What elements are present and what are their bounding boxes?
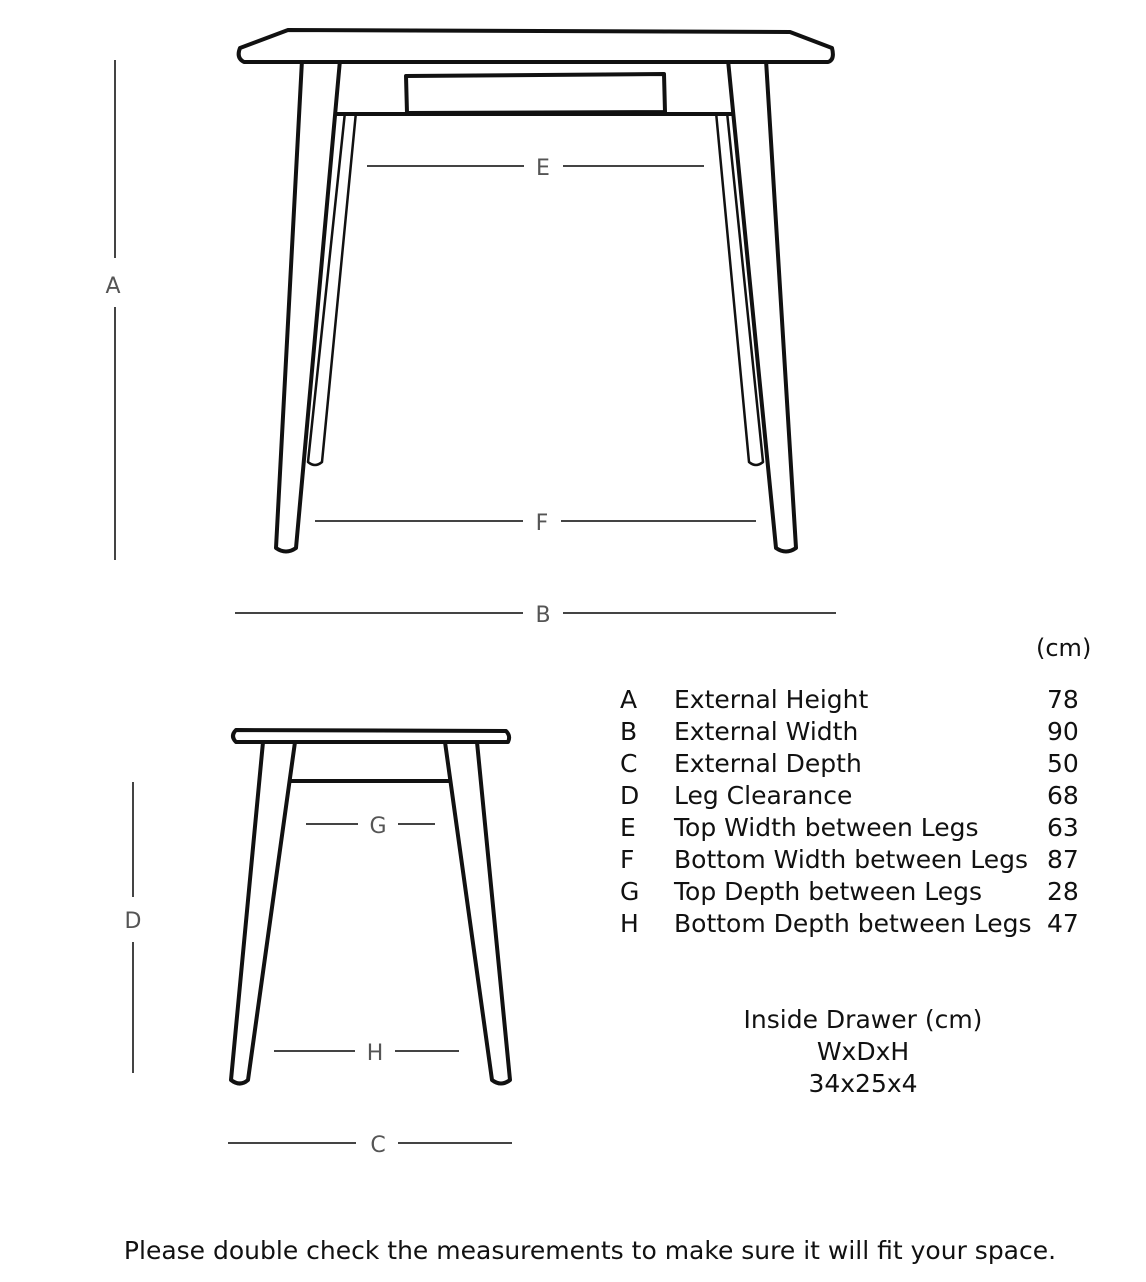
spec-name: Bottom Width between Legs — [674, 845, 1029, 874]
spec-letter: B — [620, 717, 638, 746]
spec-name: Top Width between Legs — [674, 813, 979, 842]
spec-letter: A — [620, 685, 638, 714]
front-view-tabletop — [239, 30, 833, 62]
dimension-f-label: F — [535, 511, 549, 536]
spec-name: Bottom Depth between Legs — [674, 909, 1032, 938]
drawer-title: Inside Drawer (cm) — [743, 1005, 983, 1034]
spec-name: Leg Clearance — [674, 781, 853, 810]
drawer-format: WxDxH — [816, 1037, 910, 1066]
side-view-leg-left — [231, 742, 295, 1084]
dimension-c-label: C — [370, 1133, 386, 1158]
spec-row — [620, 812, 1087, 844]
side-view-table — [231, 730, 510, 1084]
side-view-tabletop — [233, 730, 509, 742]
dimension-g-label: G — [369, 814, 387, 839]
front-view-drawer — [406, 74, 665, 113]
spec-letter: F — [620, 845, 635, 874]
spec-row — [620, 908, 1087, 940]
spec-row — [620, 684, 1087, 716]
spec-value: 47 — [1047, 909, 1079, 938]
dimension-e-label: E — [536, 156, 550, 181]
spec-value: 78 — [1047, 685, 1079, 714]
spec-letter: H — [620, 909, 639, 938]
side-view-leg-right — [445, 742, 510, 1084]
dimension-h-label: H — [366, 1041, 384, 1066]
spec-value: 28 — [1047, 877, 1079, 906]
spec-letter: D — [620, 781, 640, 810]
spec-value: 50 — [1047, 749, 1079, 778]
spec-row — [620, 844, 1087, 876]
spec-name: Top Depth between Legs — [674, 877, 983, 906]
spec-row — [620, 716, 1087, 748]
spec-value: 68 — [1047, 781, 1079, 810]
dimension-spec-table — [620, 684, 1087, 940]
spec-name: External Width — [674, 717, 859, 746]
drawer-dimensions — [740, 1004, 986, 1100]
spec-letter: E — [620, 813, 636, 842]
spec-value: 63 — [1047, 813, 1079, 842]
spec-value: 90 — [1047, 717, 1079, 746]
drawer-size: 34x25x4 — [808, 1069, 918, 1098]
dimension-a-label: A — [105, 274, 121, 299]
side-view-apron — [285, 742, 455, 781]
units-label: (cm) — [1036, 634, 1092, 662]
footer-note: Please double check the measurements to make sure it will fit your space. — [123, 1236, 1057, 1265]
spec-name: External Depth — [674, 749, 862, 778]
spec-value: 87 — [1047, 845, 1079, 874]
front-view-table — [239, 30, 833, 552]
spec-row — [620, 780, 1087, 812]
spec-row — [620, 748, 1087, 780]
spec-letter: G — [620, 877, 640, 906]
spec-row — [620, 876, 1087, 908]
spec-letter: C — [620, 749, 638, 778]
spec-name: External Height — [674, 685, 869, 714]
dimension-b-label: B — [535, 603, 551, 628]
dimension-d-label: D — [124, 909, 142, 934]
